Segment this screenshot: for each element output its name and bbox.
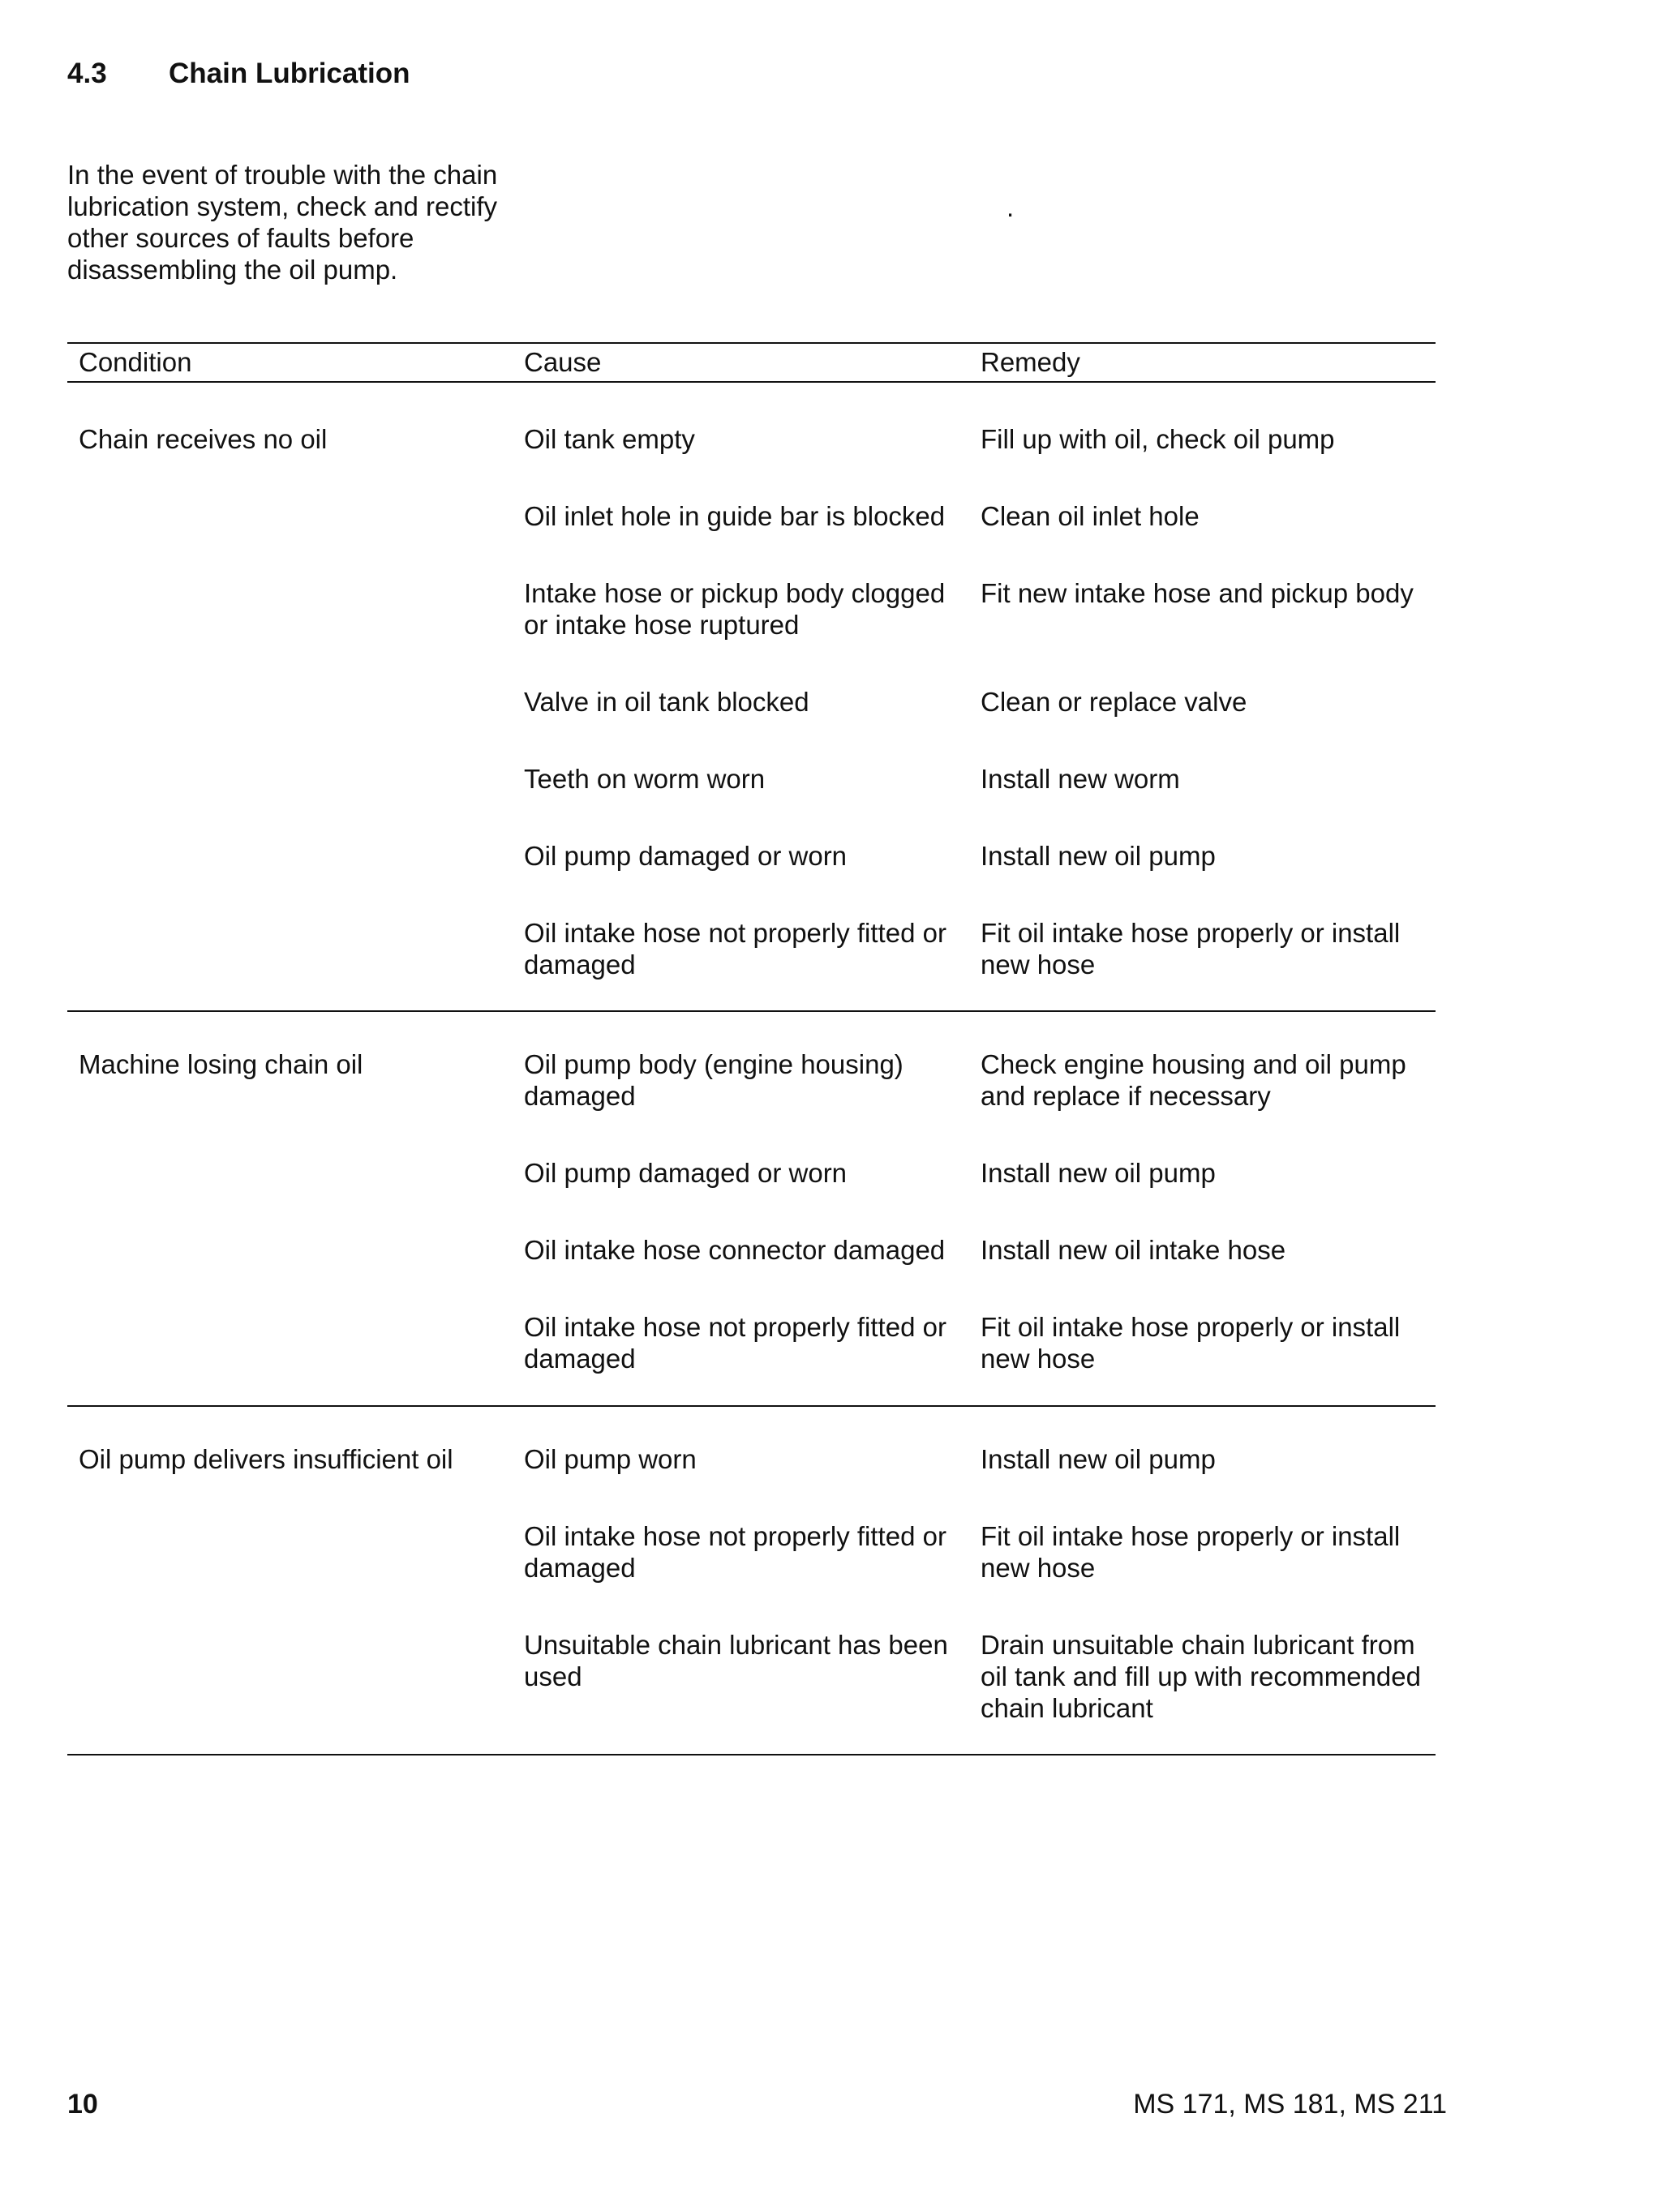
table-row <box>524 686 1436 718</box>
remedy-cell: Install new worm <box>981 764 1180 794</box>
troubleshooting-table <box>67 342 1436 1755</box>
cause-cell: Teeth on worm worn <box>524 764 766 794</box>
intro-paragraph: In the event of trouble with the chain lubrication system, check and rectify other sources of faults before disassembling the oil pump. <box>67 160 498 285</box>
table-row <box>524 1520 1436 1584</box>
cause-cell: Oil intake hose connector damaged <box>524 1235 946 1265</box>
section-number: 4.3 <box>67 58 107 89</box>
cause-cell: Oil intake hose not properly fitted or damaged <box>524 918 946 980</box>
table-group <box>67 1407 1436 1755</box>
cause-cell: Valve in oil tank blocked <box>524 687 809 717</box>
condition-cell: Oil pump delivers insufficient oil <box>79 1444 453 1474</box>
cause-cell: Oil pump damaged or worn <box>524 841 848 871</box>
cause-cell: Unsuitable chain lubricant has been used <box>524 1630 948 1691</box>
remedy-cell: Install new oil pump <box>981 1444 1216 1474</box>
table-row <box>524 1048 1436 1112</box>
remedy-cell: Drain unsuitable chain lubricant from oil tank and fill up with recommended chain lubricant <box>981 1630 1421 1723</box>
remedy-cell: Fit new intake hose and pickup body <box>981 578 1414 608</box>
condition-cell: Chain receives no oil <box>79 424 328 454</box>
model-list: MS 171, MS 181, MS 211 <box>1133 2089 1447 2120</box>
remedy-cell: Install new oil pump <box>981 841 1216 871</box>
table-row <box>524 577 1436 641</box>
cause-cell: Intake hose or pickup body clogged or intake hose ruptured <box>524 578 946 640</box>
table-header <box>67 344 1436 383</box>
remedy-cell: Clean or replace valve <box>981 687 1247 717</box>
table-row <box>524 763 1436 795</box>
table-row <box>524 1443 1436 1475</box>
remedy-cell: Clean oil inlet hole <box>981 501 1200 531</box>
table-row <box>524 1234 1436 1266</box>
cause-cell: Oil intake hose not properly fitted or damaged <box>524 1521 946 1583</box>
table-row <box>524 1157 1436 1189</box>
condition-cell: Machine losing chain oil <box>79 1049 363 1079</box>
header-remedy: Remedy <box>981 347 1080 377</box>
cause-cell: Oil intake hose not properly fitted or damaged <box>524 1312 946 1374</box>
header-condition: Condition <box>79 347 192 377</box>
remedy-cell: Fit oil intake hose properly or install new hose <box>981 918 1401 980</box>
cause-cell: Oil tank empty <box>524 424 695 454</box>
table-row <box>524 423 1436 455</box>
stray-mark: . <box>1006 192 1015 222</box>
remedy-cell: Install new oil intake hose <box>981 1235 1286 1265</box>
remedy-cell: Fill up with oil, check oil pump <box>981 424 1335 454</box>
cause-cell: Oil inlet hole in guide bar is blocked <box>524 501 946 531</box>
table-group <box>67 1012 1436 1407</box>
table-row <box>524 500 1436 532</box>
section-title: Chain Lubrication <box>169 58 410 89</box>
cause-cell: Oil pump worn <box>524 1444 697 1474</box>
table-row <box>524 1629 1436 1724</box>
page-number: 10 <box>67 2089 98 2120</box>
table-row <box>524 1311 1436 1374</box>
remedy-cell: Check engine housing and oil pump and replace if necessary <box>981 1049 1406 1111</box>
table-group <box>67 383 1436 1012</box>
table-row <box>524 917 1436 980</box>
cause-cell: Oil pump damaged or worn <box>524 1158 848 1188</box>
remedy-cell: Fit oil intake hose properly or install new hose <box>981 1312 1401 1374</box>
section-heading <box>67 57 410 91</box>
remedy-cell: Fit oil intake hose properly or install new hose <box>981 1521 1401 1583</box>
table-row <box>524 840 1436 872</box>
header-cause: Cause <box>524 347 602 377</box>
cause-cell: Oil pump body (engine housing) damaged <box>524 1049 903 1111</box>
remedy-cell: Install new oil pump <box>981 1158 1216 1188</box>
